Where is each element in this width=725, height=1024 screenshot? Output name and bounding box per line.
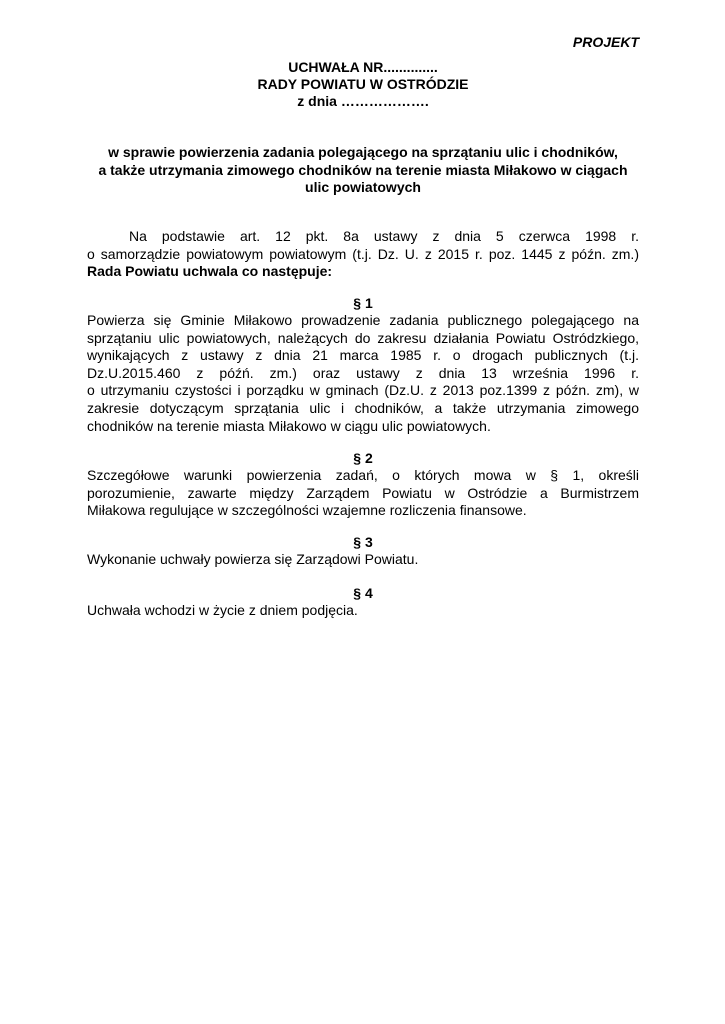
resolution-header: [87, 59, 639, 110]
enactment-clause: Rada Powiatu uchwala co następuje:: [87, 263, 333, 280]
paragraph-line: chodników na terenie miasta Miłakowo w ciągu ulic powiatowych.: [87, 417, 491, 434]
subject-line: w sprawie powierzenia zadania polegającego na sprzątaniu ulic i chodników,: [108, 144, 618, 160]
section-1-text: [87, 312, 639, 435]
legal-basis-line: Na podstawie art. 12 pkt. 8a ustawy z dnia 5 czerwca 1998 r.: [129, 228, 639, 244]
subject-line: ulic powiatowych: [305, 179, 421, 195]
paragraph-line: Powierza się Gminie Miłakowo prowadzenie zadania publicznego polegającego na: [87, 312, 639, 328]
paragraph-line: wynikających z ustawy z dnia 21 marca 1985 r. o drogach publicznych (t.j.: [87, 347, 639, 364]
subject-line: a także utrzymania zimowego chodników na terenie miasta Miłakowo w ciągach: [98, 161, 628, 178]
paragraph-line: Uchwała wchodzi w życie z dniem podjęcia.: [87, 602, 358, 618]
paragraph-line: o utrzymaniu czystości i porządku w gminach (Dz.U. z 2013 poz.1399 z późn. zm), w: [87, 382, 639, 399]
resolution-date: z dnia ……………….: [297, 93, 429, 109]
section-2-title: § 2: [353, 450, 373, 466]
paragraph-line: Dz.U.2015.460 z późń. zm.) oraz ustawy z dnia 13 września 1996 r.: [87, 364, 639, 381]
paragraph-line: zakresie dotyczącym sprzątania ulic i chodników, a także utrzymania zimowego: [87, 399, 639, 416]
paragraph-line: Szczegółowe warunki powierzenia zadań, o których mowa w § 1, określi: [87, 467, 639, 483]
paragraph-line: Wykonanie uchwały powierza się Zarządowi Powiatu.: [87, 551, 419, 567]
section-2-text: [87, 467, 639, 520]
projekt-label: PROJEKT: [572, 34, 639, 50]
council-name: RADY POWIATU W OSTRÓDZIE: [257, 76, 469, 92]
resolution-number: UCHWAŁA NR..............: [288, 59, 438, 75]
resolution-subject: [80, 144, 646, 197]
paragraph-line: sprzątaniu ulic powiatowych, należących do zakresu działania Powiatu Ostródzkiego,: [87, 329, 639, 346]
section-4-text: [87, 602, 639, 620]
section-3-title: § 3: [353, 534, 373, 550]
legal-basis: [87, 228, 639, 281]
section-1-title: § 1: [353, 295, 373, 311]
legal-basis-line: o samorządzie powiatowym powiatowym (t.j. Dz. U. z 2015 r. poz. 1445 z późn. zm.): [87, 245, 639, 262]
section-3-text: [87, 551, 639, 569]
paragraph-line: porozumienie, zawarte między Zarządem Powiatu w Ostródzie a Burmistrzem: [87, 484, 639, 501]
section-4-title: § 4: [353, 585, 373, 601]
paragraph-line: Miłakowa regulujące w szczególności wzajemne rozliczenia finansowe.: [87, 502, 527, 519]
